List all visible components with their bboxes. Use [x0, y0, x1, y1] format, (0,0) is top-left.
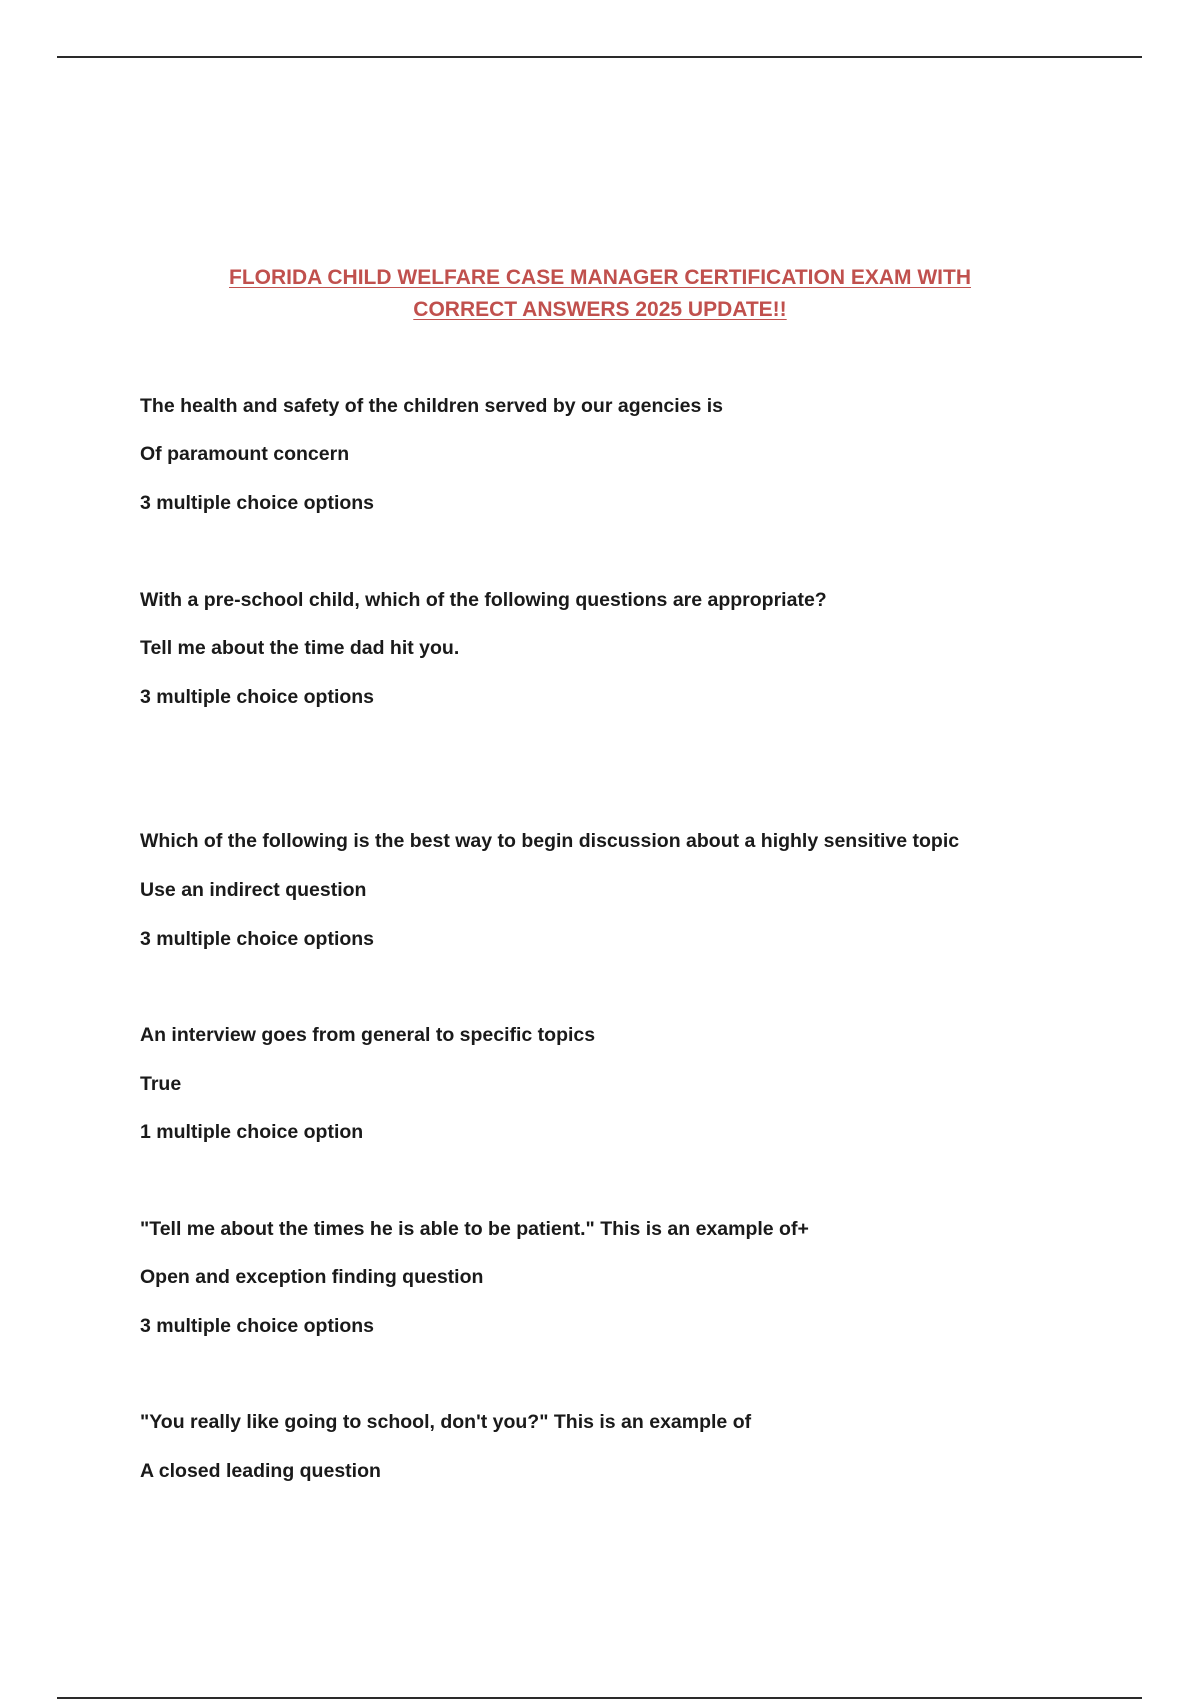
answer-5-text: Open and exception finding question: [140, 1266, 484, 1288]
options-1-note: 3 multiple choice options: [140, 492, 375, 514]
question-2-text: With a pre-school child, which of the following questions are appropriate?: [140, 589, 827, 611]
question-4-text: An interview goes from general to specific topics: [140, 1024, 596, 1046]
title-line-1: FLORIDA CHILD WELFARE CASE MANAGER CERTIFICATION EXAM WITH: [229, 266, 971, 289]
answer-6-text: A closed leading question: [140, 1460, 381, 1482]
document-title: [100, 262, 1100, 326]
header-rule: [57, 56, 1142, 58]
answer-4-text: True: [140, 1073, 182, 1095]
title-line-2: CORRECT ANSWERS 2025 UPDATE!!: [413, 298, 787, 321]
question-1-text: The health and safety of the children served by our agencies is: [140, 395, 724, 417]
footer-rule: [57, 1697, 1142, 1699]
answer-3-text: Use an indirect question: [140, 879, 367, 901]
options-3-note: 3 multiple choice options: [140, 928, 375, 950]
options-5-note: 3 multiple choice options: [140, 1315, 375, 1337]
question-3-text: Which of the following is the best way to begin discussion about a highly sensitive topic: [140, 830, 960, 852]
answer-2-text: Tell me about the time dad hit you.: [140, 637, 460, 659]
answer-1-text: Of paramount concern: [140, 443, 350, 465]
options-4-note: 1 multiple choice option: [140, 1121, 364, 1143]
question-6-text: "You really like going to school, don't you?" This is an example of: [140, 1411, 752, 1433]
options-2-note: 3 multiple choice options: [140, 686, 375, 708]
question-5-text: "Tell me about the times he is able to be patient." This is an example of+: [140, 1218, 809, 1240]
